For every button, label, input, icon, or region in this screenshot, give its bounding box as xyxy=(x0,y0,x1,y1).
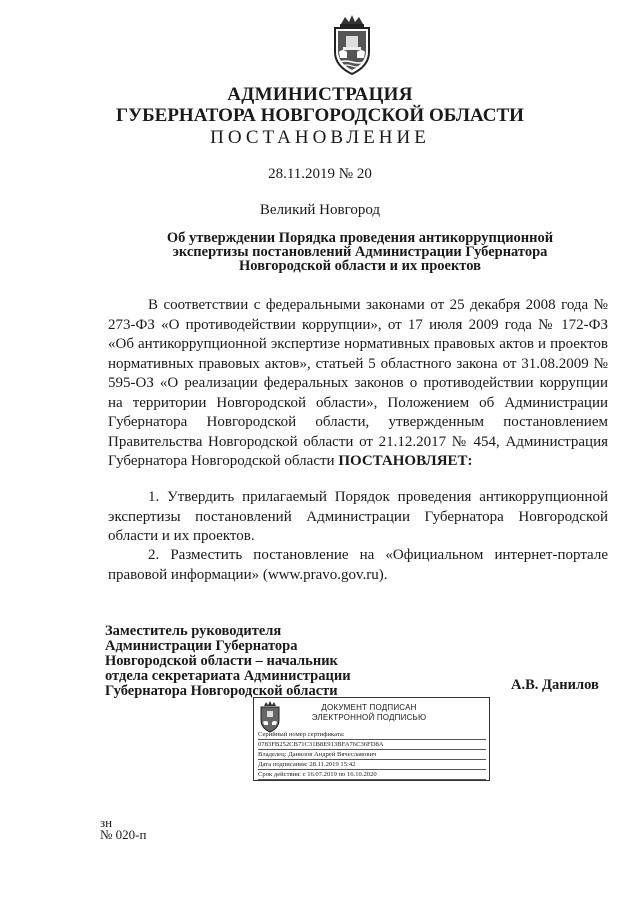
clause-1-text: 1. Утвердить прилагаемый Порядок проведения антикоррупционной экспертизы постановлений Администрации Губернатора Новгородской области и их проектов. xyxy=(108,489,608,544)
resolves-word: ПОСТАНОВЛЯЕТ: xyxy=(338,453,473,469)
city: Великий Новгород xyxy=(259,202,381,218)
stamp-line: Владелец: Данилов Андрей Вячеславович xyxy=(258,750,486,760)
stamp-title-line2: ЭЛЕКТРОННОЙ ПОДПИСЬЮ xyxy=(311,713,427,722)
stamp-title-line1: ДОКУМЕНТ ПОДПИСАН xyxy=(321,703,417,712)
coat-of-arms-icon xyxy=(327,14,377,76)
stamp-line: Серийный номер сертификата: xyxy=(258,730,486,740)
signer-position-line: отдела секретариата Администрации xyxy=(105,668,351,684)
date-number: 28.11.2019 № 20 xyxy=(268,166,372,182)
footer-initials: зн xyxy=(100,815,113,830)
signer-position xyxy=(105,624,435,699)
stamp-line: 0783FB252CB71C31B8E913BFA76C36FD8A xyxy=(258,740,486,750)
clause-2-text: 2. Разместить постановление на «Официальном интернет-портале правовой информации» (www.pravo.gov.ru). xyxy=(108,547,608,583)
clause-2 xyxy=(108,546,608,585)
stamp-details xyxy=(258,730,486,780)
preamble-text: В соответствии с федеральными законами от 25 декабря 2008 года № 273-ФЗ «О противодействии коррупции», от 17 июля 2009 года № 172-ФЗ «Об антикоррупционной экспертизе нормативных правовых актов и проектов нормативных правовых актов», статьей 5 областного закона от 31.08.2009 № 595-ОЗ «О реализации федеральных законов о противодействии коррупции на территории Новгородской области», Положением об Администрации Губернатора Новгородской области, утвержденным постановлением Правительства Новгородской области от 21.12.2017 № 454, Администрация Губернатора Новгородской области xyxy=(108,297,608,469)
footer-reference: № 020-п xyxy=(100,827,147,842)
electronic-signature-stamp xyxy=(253,697,490,781)
stamp-line: Дата подписания: 28.11.2019 15:42 xyxy=(258,760,486,770)
signer-position-line: Новгородской области – начальник xyxy=(105,653,338,669)
signer-position-line: Заместитель руководителя xyxy=(105,623,282,639)
agency-title-line1: АДМИНИСТРАЦИЯ xyxy=(227,84,413,105)
signer-position-line: Губернатора Новгородской области xyxy=(105,683,338,699)
signer-name: А.В. Данилов xyxy=(511,677,599,693)
preamble-paragraph xyxy=(108,296,608,472)
stamp-title xyxy=(294,703,444,723)
stamp-line: Срок действия: с 16.07.2019 по 16.10.2020 xyxy=(258,770,486,780)
document-type: ПОСТАНОВЛЕНИЕ xyxy=(210,127,430,148)
signer-position-line: Администрации Губернатора xyxy=(105,638,298,654)
document-title: Об утверждении Порядка проведения антикоррупционной экспертизы постановлений Администрации Губернатора Новгородской области и их проектов xyxy=(166,230,554,274)
agency-title-line2: ГУБЕРНАТОРА НОВГОРОДСКОЙ ОБЛАСТИ xyxy=(116,105,524,126)
stamp-emblem-icon xyxy=(257,701,283,733)
clause-1 xyxy=(108,488,608,547)
